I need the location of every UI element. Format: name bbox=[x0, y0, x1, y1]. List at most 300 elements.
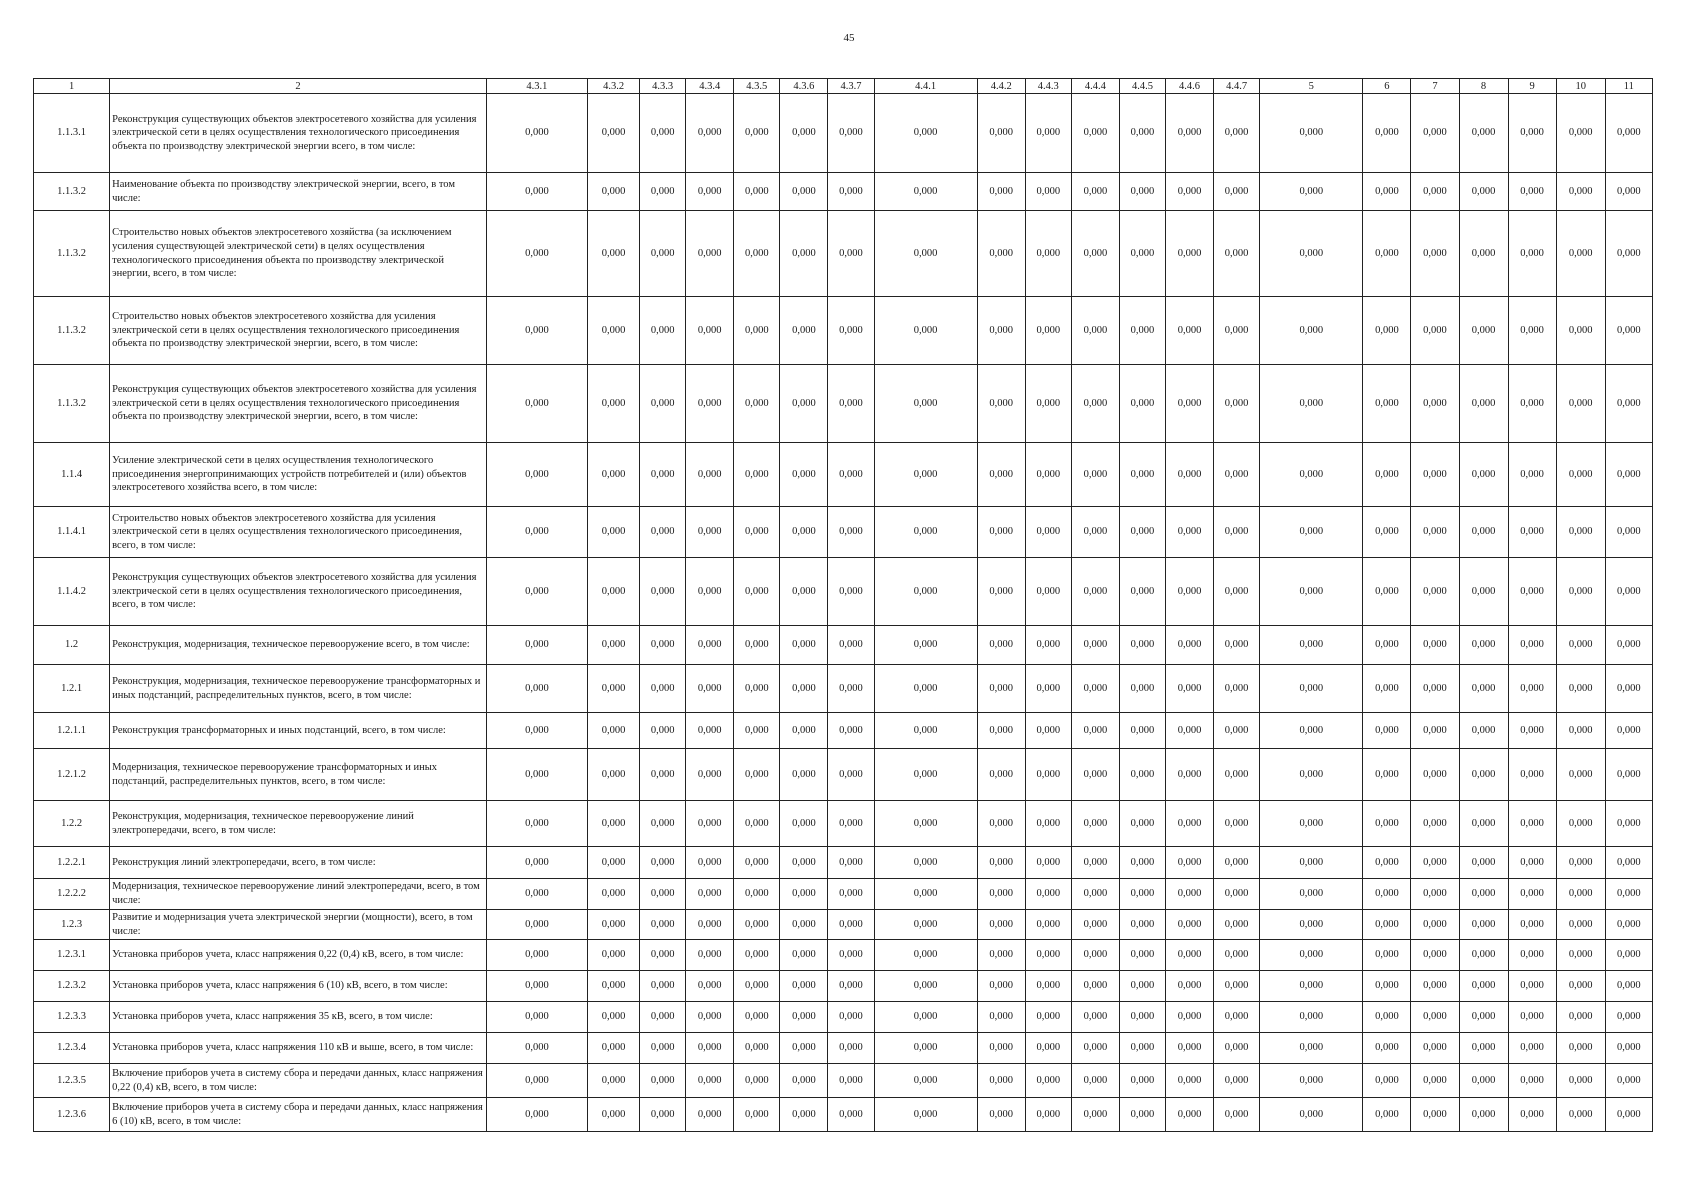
row-code: 1.2.1.2 bbox=[34, 749, 110, 801]
value-cell: 0,000 bbox=[1214, 443, 1260, 507]
value-cell: 0,000 bbox=[874, 94, 977, 173]
value-cell: 0,000 bbox=[686, 801, 734, 847]
value-cell: 0,000 bbox=[1119, 1002, 1165, 1033]
value-cell: 0,000 bbox=[640, 1098, 686, 1132]
value-cell: 0,000 bbox=[1411, 713, 1459, 749]
value-cell: 0,000 bbox=[588, 365, 640, 443]
value-cell: 0,000 bbox=[1166, 847, 1214, 879]
value-cell: 0,000 bbox=[1071, 1033, 1119, 1064]
value-cell: 0,000 bbox=[1508, 443, 1556, 507]
value-cell: 0,000 bbox=[588, 910, 640, 940]
value-cell: 0,000 bbox=[1605, 1064, 1652, 1098]
value-cell: 0,000 bbox=[1119, 443, 1165, 507]
value-cell: 0,000 bbox=[640, 910, 686, 940]
column-header: 9 bbox=[1508, 79, 1556, 94]
value-cell: 0,000 bbox=[588, 940, 640, 971]
value-cell: 0,000 bbox=[1071, 626, 1119, 665]
value-cell: 0,000 bbox=[1459, 713, 1508, 749]
column-header: 2 bbox=[110, 79, 487, 94]
value-cell: 0,000 bbox=[640, 847, 686, 879]
row-name: Реконструкция, модернизация, техническое перевооружение линий электропередачи, всего, в том числе: bbox=[110, 801, 487, 847]
table-row bbox=[34, 910, 1653, 940]
value-cell: 0,000 bbox=[1605, 940, 1652, 971]
value-cell: 0,000 bbox=[874, 365, 977, 443]
value-cell: 0,000 bbox=[1363, 847, 1411, 879]
value-cell: 0,000 bbox=[734, 910, 780, 940]
table-row bbox=[34, 1002, 1653, 1033]
value-cell: 0,000 bbox=[1508, 1098, 1556, 1132]
value-cell: 0,000 bbox=[640, 211, 686, 297]
value-cell: 0,000 bbox=[1508, 879, 1556, 910]
value-cell: 0,000 bbox=[1363, 1064, 1411, 1098]
value-cell: 0,000 bbox=[780, 558, 828, 626]
value-cell: 0,000 bbox=[780, 211, 828, 297]
value-cell: 0,000 bbox=[828, 1098, 874, 1132]
value-cell: 0,000 bbox=[828, 801, 874, 847]
value-cell: 0,000 bbox=[1556, 1098, 1605, 1132]
value-cell: 0,000 bbox=[1071, 297, 1119, 365]
column-header: 8 bbox=[1459, 79, 1508, 94]
value-cell: 0,000 bbox=[1071, 443, 1119, 507]
row-code: 1.1.3.2 bbox=[34, 365, 110, 443]
column-header: 4.3.7 bbox=[828, 79, 874, 94]
value-cell: 0,000 bbox=[1071, 940, 1119, 971]
value-cell: 0,000 bbox=[686, 1064, 734, 1098]
row-code: 1.2.3 bbox=[34, 910, 110, 940]
value-cell: 0,000 bbox=[1411, 801, 1459, 847]
value-cell: 0,000 bbox=[686, 1033, 734, 1064]
value-cell: 0,000 bbox=[977, 749, 1025, 801]
value-cell: 0,000 bbox=[734, 365, 780, 443]
table-row bbox=[34, 713, 1653, 749]
value-cell: 0,000 bbox=[1119, 847, 1165, 879]
value-cell: 0,000 bbox=[734, 801, 780, 847]
value-cell: 0,000 bbox=[1411, 940, 1459, 971]
value-cell: 0,000 bbox=[1605, 713, 1652, 749]
value-cell: 0,000 bbox=[734, 847, 780, 879]
row-code: 1.1.3.2 bbox=[34, 211, 110, 297]
value-cell: 0,000 bbox=[828, 507, 874, 558]
value-cell: 0,000 bbox=[1071, 879, 1119, 910]
table-row bbox=[34, 173, 1653, 211]
row-name: Реконструкция линий электропередачи, всего, в том числе: bbox=[110, 847, 487, 879]
value-cell: 0,000 bbox=[486, 297, 587, 365]
value-cell: 0,000 bbox=[977, 211, 1025, 297]
table-header-row bbox=[34, 79, 1653, 94]
value-cell: 0,000 bbox=[1508, 665, 1556, 713]
value-cell: 0,000 bbox=[1411, 94, 1459, 173]
value-cell: 0,000 bbox=[1166, 879, 1214, 910]
value-cell: 0,000 bbox=[1166, 1002, 1214, 1033]
value-cell: 0,000 bbox=[1363, 173, 1411, 211]
value-cell: 0,000 bbox=[1556, 749, 1605, 801]
value-cell: 0,000 bbox=[1459, 1098, 1508, 1132]
value-cell: 0,000 bbox=[1166, 801, 1214, 847]
value-cell: 0,000 bbox=[1556, 365, 1605, 443]
value-cell: 0,000 bbox=[1119, 940, 1165, 971]
value-cell: 0,000 bbox=[640, 1033, 686, 1064]
value-cell: 0,000 bbox=[1363, 507, 1411, 558]
value-cell: 0,000 bbox=[1508, 847, 1556, 879]
value-cell: 0,000 bbox=[686, 1098, 734, 1132]
value-cell: 0,000 bbox=[734, 94, 780, 173]
value-cell: 0,000 bbox=[828, 847, 874, 879]
value-cell: 0,000 bbox=[734, 626, 780, 665]
value-cell: 0,000 bbox=[1025, 443, 1071, 507]
value-cell: 0,000 bbox=[486, 558, 587, 626]
value-cell: 0,000 bbox=[1260, 749, 1363, 801]
table-row bbox=[34, 665, 1653, 713]
row-name: Реконструкция, модернизация, техническое перевооружение трансформаторных и иных подстанций, распределительных пунктов, всего, в том числе: bbox=[110, 665, 487, 713]
value-cell: 0,000 bbox=[1363, 365, 1411, 443]
value-cell: 0,000 bbox=[977, 1098, 1025, 1132]
value-cell: 0,000 bbox=[1363, 558, 1411, 626]
row-name: Строительство новых объектов электросетевого хозяйства для усиления электрической сети в целях осуществления технологического присоединения, всего, в том числе: bbox=[110, 507, 487, 558]
value-cell: 0,000 bbox=[1508, 749, 1556, 801]
table-row bbox=[34, 443, 1653, 507]
value-cell: 0,000 bbox=[1119, 507, 1165, 558]
value-cell: 0,000 bbox=[486, 1064, 587, 1098]
value-cell: 0,000 bbox=[874, 1002, 977, 1033]
value-cell: 0,000 bbox=[1260, 910, 1363, 940]
column-header: 4.4.4 bbox=[1071, 79, 1119, 94]
value-cell: 0,000 bbox=[1214, 173, 1260, 211]
value-cell: 0,000 bbox=[1411, 971, 1459, 1002]
value-cell: 0,000 bbox=[874, 801, 977, 847]
value-cell: 0,000 bbox=[977, 971, 1025, 1002]
value-cell: 0,000 bbox=[977, 801, 1025, 847]
value-cell: 0,000 bbox=[780, 1002, 828, 1033]
value-cell: 0,000 bbox=[1508, 507, 1556, 558]
column-header: 6 bbox=[1363, 79, 1411, 94]
value-cell: 0,000 bbox=[588, 879, 640, 910]
value-cell: 0,000 bbox=[1025, 1098, 1071, 1132]
value-cell: 0,000 bbox=[486, 626, 587, 665]
value-cell: 0,000 bbox=[1605, 297, 1652, 365]
row-code: 1.2.2 bbox=[34, 801, 110, 847]
value-cell: 0,000 bbox=[1025, 971, 1071, 1002]
value-cell: 0,000 bbox=[828, 626, 874, 665]
value-cell: 0,000 bbox=[1071, 847, 1119, 879]
value-cell: 0,000 bbox=[686, 940, 734, 971]
value-cell: 0,000 bbox=[874, 713, 977, 749]
value-cell: 0,000 bbox=[686, 879, 734, 910]
value-cell: 0,000 bbox=[1363, 626, 1411, 665]
value-cell: 0,000 bbox=[588, 1002, 640, 1033]
row-code: 1.1.3.1 bbox=[34, 94, 110, 173]
row-name: Установка приборов учета, класс напряжения 6 (10) кВ, всего, в том числе: bbox=[110, 971, 487, 1002]
value-cell: 0,000 bbox=[1119, 801, 1165, 847]
value-cell: 0,000 bbox=[1556, 971, 1605, 1002]
table-row bbox=[34, 626, 1653, 665]
value-cell: 0,000 bbox=[1071, 173, 1119, 211]
value-cell: 0,000 bbox=[1605, 847, 1652, 879]
value-cell: 0,000 bbox=[1260, 365, 1363, 443]
value-cell: 0,000 bbox=[1556, 443, 1605, 507]
value-cell: 0,000 bbox=[1508, 94, 1556, 173]
value-cell: 0,000 bbox=[686, 173, 734, 211]
column-header: 4.3.6 bbox=[780, 79, 828, 94]
row-code: 1.2.3.4 bbox=[34, 1033, 110, 1064]
value-cell: 0,000 bbox=[1459, 749, 1508, 801]
value-cell: 0,000 bbox=[1459, 1064, 1508, 1098]
value-cell: 0,000 bbox=[1363, 665, 1411, 713]
value-cell: 0,000 bbox=[1508, 940, 1556, 971]
value-cell: 0,000 bbox=[780, 847, 828, 879]
row-name: Модернизация, техническое перевооружение линий электропередачи, всего, в том числе: bbox=[110, 879, 487, 910]
value-cell: 0,000 bbox=[1025, 749, 1071, 801]
value-cell: 0,000 bbox=[1025, 1064, 1071, 1098]
value-cell: 0,000 bbox=[486, 173, 587, 211]
value-cell: 0,000 bbox=[874, 847, 977, 879]
value-cell: 0,000 bbox=[588, 173, 640, 211]
value-cell: 0,000 bbox=[686, 94, 734, 173]
value-cell: 0,000 bbox=[734, 1033, 780, 1064]
value-cell: 0,000 bbox=[1214, 1002, 1260, 1033]
value-cell: 0,000 bbox=[1260, 971, 1363, 1002]
row-name: Реконструкция существующих объектов электросетевого хозяйства для усиления электрической сети в целях осуществления технологического присоединения объекта по производству электрической энергии всего, в том числе: bbox=[110, 94, 487, 173]
value-cell: 0,000 bbox=[640, 940, 686, 971]
value-cell: 0,000 bbox=[486, 713, 587, 749]
value-cell: 0,000 bbox=[486, 749, 587, 801]
value-cell: 0,000 bbox=[1071, 910, 1119, 940]
value-cell: 0,000 bbox=[1260, 1064, 1363, 1098]
value-cell: 0,000 bbox=[828, 665, 874, 713]
value-cell: 0,000 bbox=[1411, 847, 1459, 879]
value-cell: 0,000 bbox=[874, 1064, 977, 1098]
value-cell: 0,000 bbox=[1605, 879, 1652, 910]
column-header: 4.4.1 bbox=[874, 79, 977, 94]
value-cell: 0,000 bbox=[977, 665, 1025, 713]
table-row bbox=[34, 847, 1653, 879]
value-cell: 0,000 bbox=[828, 365, 874, 443]
row-code: 1.1.4.1 bbox=[34, 507, 110, 558]
value-cell: 0,000 bbox=[1025, 365, 1071, 443]
row-code: 1.2.3.1 bbox=[34, 940, 110, 971]
value-cell: 0,000 bbox=[1363, 910, 1411, 940]
value-cell: 0,000 bbox=[1411, 749, 1459, 801]
value-cell: 0,000 bbox=[1459, 847, 1508, 879]
value-cell: 0,000 bbox=[640, 507, 686, 558]
table-row bbox=[34, 211, 1653, 297]
value-cell: 0,000 bbox=[1214, 297, 1260, 365]
value-cell: 0,000 bbox=[1363, 443, 1411, 507]
value-cell: 0,000 bbox=[640, 626, 686, 665]
value-cell: 0,000 bbox=[486, 1098, 587, 1132]
value-cell: 0,000 bbox=[588, 665, 640, 713]
row-name: Установка приборов учета, класс напряжения 35 кВ, всего, в том числе: bbox=[110, 1002, 487, 1033]
value-cell: 0,000 bbox=[640, 801, 686, 847]
value-cell: 0,000 bbox=[1605, 94, 1652, 173]
value-cell: 0,000 bbox=[734, 713, 780, 749]
value-cell: 0,000 bbox=[1166, 1033, 1214, 1064]
value-cell: 0,000 bbox=[734, 749, 780, 801]
value-cell: 0,000 bbox=[734, 558, 780, 626]
value-cell: 0,000 bbox=[1605, 173, 1652, 211]
value-cell: 0,000 bbox=[828, 173, 874, 211]
value-cell: 0,000 bbox=[1214, 1064, 1260, 1098]
value-cell: 0,000 bbox=[1071, 971, 1119, 1002]
value-cell: 0,000 bbox=[1166, 626, 1214, 665]
value-cell: 0,000 bbox=[828, 558, 874, 626]
table-row bbox=[34, 365, 1653, 443]
value-cell: 0,000 bbox=[1605, 1033, 1652, 1064]
row-name: Строительство новых объектов электросетевого хозяйства для усиления электрической сети в целях осуществления технологического присоединения объекта по производству электрической энергии, всего, в том числе: bbox=[110, 297, 487, 365]
value-cell: 0,000 bbox=[1260, 507, 1363, 558]
value-cell: 0,000 bbox=[1459, 173, 1508, 211]
value-cell: 0,000 bbox=[1166, 713, 1214, 749]
value-cell: 0,000 bbox=[1411, 211, 1459, 297]
column-header: 4.3.2 bbox=[588, 79, 640, 94]
value-cell: 0,000 bbox=[828, 1033, 874, 1064]
table-row bbox=[34, 1098, 1653, 1132]
value-cell: 0,000 bbox=[1556, 507, 1605, 558]
value-cell: 0,000 bbox=[828, 971, 874, 1002]
value-cell: 0,000 bbox=[1411, 443, 1459, 507]
value-cell: 0,000 bbox=[686, 443, 734, 507]
value-cell: 0,000 bbox=[1459, 971, 1508, 1002]
value-cell: 0,000 bbox=[1508, 910, 1556, 940]
value-cell: 0,000 bbox=[977, 1064, 1025, 1098]
value-cell: 0,000 bbox=[1508, 1033, 1556, 1064]
value-cell: 0,000 bbox=[1605, 971, 1652, 1002]
table-row bbox=[34, 879, 1653, 910]
value-cell: 0,000 bbox=[1363, 940, 1411, 971]
value-cell: 0,000 bbox=[1071, 558, 1119, 626]
value-cell: 0,000 bbox=[874, 626, 977, 665]
value-cell: 0,000 bbox=[780, 801, 828, 847]
value-cell: 0,000 bbox=[828, 879, 874, 910]
value-cell: 0,000 bbox=[1071, 94, 1119, 173]
table-row bbox=[34, 940, 1653, 971]
value-cell: 0,000 bbox=[1260, 626, 1363, 665]
value-cell: 0,000 bbox=[1411, 297, 1459, 365]
value-cell: 0,000 bbox=[977, 879, 1025, 910]
row-name: Развитие и модернизация учета электрической энергии (мощности), всего, в том числе: bbox=[110, 910, 487, 940]
value-cell: 0,000 bbox=[1459, 507, 1508, 558]
value-cell: 0,000 bbox=[1363, 713, 1411, 749]
value-cell: 0,000 bbox=[1556, 626, 1605, 665]
column-header: 10 bbox=[1556, 79, 1605, 94]
value-cell: 0,000 bbox=[1556, 1033, 1605, 1064]
value-cell: 0,000 bbox=[874, 507, 977, 558]
value-cell: 0,000 bbox=[640, 665, 686, 713]
value-cell: 0,000 bbox=[1605, 211, 1652, 297]
value-cell: 0,000 bbox=[780, 665, 828, 713]
value-cell: 0,000 bbox=[1556, 211, 1605, 297]
value-cell: 0,000 bbox=[977, 626, 1025, 665]
value-cell: 0,000 bbox=[1166, 1064, 1214, 1098]
value-cell: 0,000 bbox=[1025, 173, 1071, 211]
value-cell: 0,000 bbox=[686, 1002, 734, 1033]
value-cell: 0,000 bbox=[1363, 1098, 1411, 1132]
value-cell: 0,000 bbox=[1508, 173, 1556, 211]
column-header: 4.4.7 bbox=[1214, 79, 1260, 94]
value-cell: 0,000 bbox=[1214, 558, 1260, 626]
column-header: 4.3.4 bbox=[686, 79, 734, 94]
value-cell: 0,000 bbox=[1556, 297, 1605, 365]
value-cell: 0,000 bbox=[1214, 626, 1260, 665]
value-cell: 0,000 bbox=[780, 749, 828, 801]
row-code: 1.2.2.2 bbox=[34, 879, 110, 910]
value-cell: 0,000 bbox=[1459, 801, 1508, 847]
value-cell: 0,000 bbox=[588, 443, 640, 507]
value-cell: 0,000 bbox=[486, 94, 587, 173]
value-cell: 0,000 bbox=[734, 879, 780, 910]
value-cell: 0,000 bbox=[780, 940, 828, 971]
value-cell: 0,000 bbox=[1166, 297, 1214, 365]
value-cell: 0,000 bbox=[1119, 365, 1165, 443]
column-header: 7 bbox=[1411, 79, 1459, 94]
value-cell: 0,000 bbox=[1508, 211, 1556, 297]
value-cell: 0,000 bbox=[1411, 558, 1459, 626]
row-code: 1.2.3.6 bbox=[34, 1098, 110, 1132]
value-cell: 0,000 bbox=[486, 1033, 587, 1064]
row-code: 1.2.1 bbox=[34, 665, 110, 713]
value-cell: 0,000 bbox=[686, 507, 734, 558]
value-cell: 0,000 bbox=[486, 847, 587, 879]
value-cell: 0,000 bbox=[874, 297, 977, 365]
value-cell: 0,000 bbox=[780, 94, 828, 173]
value-cell: 0,000 bbox=[1119, 626, 1165, 665]
value-cell: 0,000 bbox=[588, 94, 640, 173]
value-cell: 0,000 bbox=[977, 713, 1025, 749]
value-cell: 0,000 bbox=[486, 879, 587, 910]
value-cell: 0,000 bbox=[1260, 94, 1363, 173]
value-cell: 0,000 bbox=[977, 940, 1025, 971]
value-cell: 0,000 bbox=[1411, 626, 1459, 665]
value-cell: 0,000 bbox=[1214, 910, 1260, 940]
value-cell: 0,000 bbox=[1119, 665, 1165, 713]
value-cell: 0,000 bbox=[588, 971, 640, 1002]
value-cell: 0,000 bbox=[1459, 443, 1508, 507]
table-row bbox=[34, 507, 1653, 558]
value-cell: 0,000 bbox=[640, 558, 686, 626]
value-cell: 0,000 bbox=[640, 365, 686, 443]
column-header: 11 bbox=[1605, 79, 1652, 94]
value-cell: 0,000 bbox=[1214, 507, 1260, 558]
value-cell: 0,000 bbox=[1260, 847, 1363, 879]
value-cell: 0,000 bbox=[1071, 665, 1119, 713]
value-cell: 0,000 bbox=[977, 94, 1025, 173]
value-cell: 0,000 bbox=[1166, 173, 1214, 211]
value-cell: 0,000 bbox=[1260, 211, 1363, 297]
column-header: 4.4.5 bbox=[1119, 79, 1165, 94]
row-name: Реконструкция существующих объектов электросетевого хозяйства для усиления электрической сети в целях осуществления технологического присоединения, всего, в том числе: bbox=[110, 558, 487, 626]
value-cell: 0,000 bbox=[486, 801, 587, 847]
value-cell: 0,000 bbox=[486, 443, 587, 507]
value-cell: 0,000 bbox=[1556, 713, 1605, 749]
value-cell: 0,000 bbox=[1605, 1098, 1652, 1132]
value-cell: 0,000 bbox=[486, 507, 587, 558]
value-cell: 0,000 bbox=[1363, 211, 1411, 297]
value-cell: 0,000 bbox=[1166, 971, 1214, 1002]
value-cell: 0,000 bbox=[780, 713, 828, 749]
value-cell: 0,000 bbox=[1260, 1098, 1363, 1132]
row-name: Установка приборов учета, класс напряжения 0,22 (0,4) кВ, всего, в том числе: bbox=[110, 940, 487, 971]
value-cell: 0,000 bbox=[1411, 365, 1459, 443]
value-cell: 0,000 bbox=[1166, 1098, 1214, 1132]
value-cell: 0,000 bbox=[1411, 507, 1459, 558]
value-cell: 0,000 bbox=[1556, 173, 1605, 211]
value-cell: 0,000 bbox=[1556, 1002, 1605, 1033]
value-cell: 0,000 bbox=[1556, 1064, 1605, 1098]
table-row bbox=[34, 558, 1653, 626]
value-cell: 0,000 bbox=[1214, 1098, 1260, 1132]
value-cell: 0,000 bbox=[1025, 507, 1071, 558]
value-cell: 0,000 bbox=[1260, 713, 1363, 749]
value-cell: 0,000 bbox=[1260, 558, 1363, 626]
